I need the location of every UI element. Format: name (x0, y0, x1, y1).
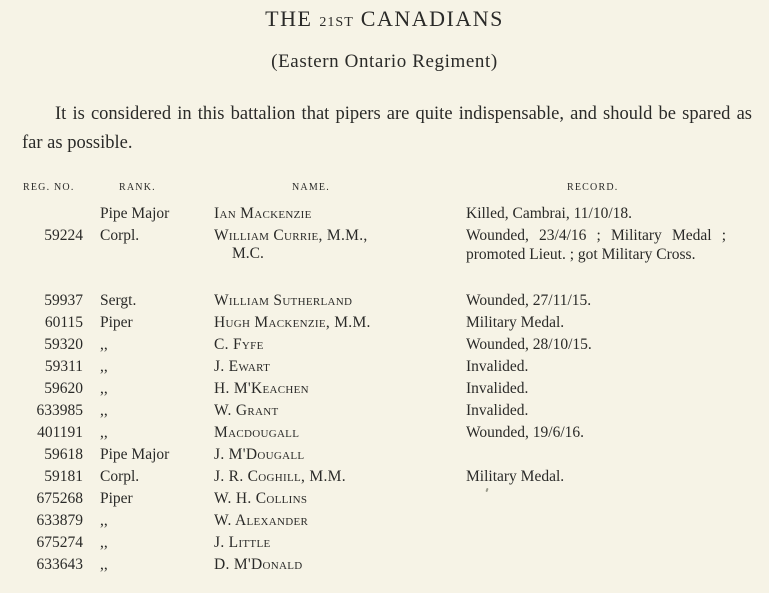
rank: Pipe Major (100, 446, 170, 463)
rank: Corpl. (100, 468, 140, 485)
reg-no: 59618 (44, 446, 83, 463)
rank: ,, (100, 534, 108, 551)
table-row (0, 379, 769, 401)
record: Wounded, 28/10/15. (466, 336, 592, 353)
table-row (0, 445, 769, 467)
rank: Corpl. (100, 227, 140, 244)
rank: ,, (100, 556, 108, 573)
rank: ,, (100, 424, 108, 441)
record: Invalided. (466, 358, 529, 375)
rank: Piper (100, 490, 133, 507)
rank: ,, (100, 512, 108, 529)
name: Macdougall (214, 424, 300, 441)
table-row (0, 423, 769, 445)
name: D. M'Donald (214, 556, 303, 573)
title-prefix: THE (265, 6, 320, 31)
rank: ,, (100, 402, 108, 419)
name: J. R. Coghill, M.M. (214, 468, 346, 485)
reg-no: 633879 (36, 512, 83, 529)
name: Ian Mackenzie (214, 205, 312, 222)
name: William Currie, M.M., (214, 227, 368, 244)
reg-no: 59620 (44, 380, 83, 397)
record: Wounded, 19/6/16. (466, 424, 585, 441)
rank: ,, (100, 358, 108, 375)
table-row (0, 357, 769, 379)
name: J. Little (214, 534, 271, 551)
name-continuation: M.C. (232, 245, 264, 262)
reg-no: 59181 (44, 468, 83, 485)
header-reg-no: REG. NO. (23, 182, 75, 193)
name: J. M'Dougall (214, 446, 305, 463)
reg-no: 59311 (44, 358, 83, 375)
rank: Piper (100, 314, 133, 331)
page-subtitle: (Eastern Ontario Regiment) (271, 51, 498, 72)
reg-no: 633643 (36, 556, 83, 573)
table-row (0, 313, 769, 335)
table-row (0, 401, 769, 423)
reg-no: 60115 (44, 314, 83, 331)
reg-no: 59320 (44, 336, 83, 353)
table-row (0, 335, 769, 357)
rank: Pipe Major (100, 205, 170, 222)
record: Invalided. (466, 380, 529, 397)
rank: Sergt. (100, 292, 137, 309)
record: Wounded, 27/11/15. (466, 292, 592, 309)
name: W. Grant (214, 402, 279, 419)
header-rank: RANK. (119, 182, 156, 193)
record: Wounded, 23/4/16 ; Military Medal ; promoted Lieut. ; got Military Cross. (466, 227, 726, 263)
table-row (0, 291, 769, 313)
name: W. H. Collins (214, 490, 308, 507)
record: Invalided. (466, 402, 529, 419)
title-suffix: CANADIANS (353, 6, 504, 31)
reg-no: 633985 (36, 402, 83, 419)
name: J. Ewart (214, 358, 271, 375)
rank: ,, (100, 336, 108, 353)
page-title (0, 6, 769, 32)
reg-no: 59937 (44, 292, 83, 309)
name: William Sutherland (214, 292, 353, 309)
table-row (0, 467, 769, 489)
header-name: NAME. (292, 182, 330, 193)
rank: ,, (100, 380, 108, 397)
reg-no: 59224 (44, 227, 83, 244)
header-record: RECORD. (567, 182, 619, 193)
table-row (0, 555, 769, 577)
reg-no: 401191 (37, 424, 83, 441)
record: Military Medal. (466, 468, 565, 485)
title-ordinal: 21ST (319, 15, 354, 30)
table-row (0, 511, 769, 533)
reg-no: 675268 (36, 490, 83, 507)
table-row (0, 204, 769, 226)
name: H. M'Keachen (214, 380, 309, 397)
name: Hugh Mackenzie, M.M. (214, 314, 371, 331)
reg-no: 675274 (36, 534, 83, 551)
record: Military Medal. (466, 314, 565, 331)
table-row (0, 489, 769, 511)
record: Killed, Cambrai, 11/10/18. (466, 205, 633, 222)
intro-paragraph: It is considered in this battalion that pipers are quite indispensable, and should be spared as far as possible. (22, 104, 752, 153)
name: C. Fyfe (214, 336, 264, 353)
name: W. Alexander (214, 512, 309, 529)
table-row (0, 226, 769, 263)
table-row (0, 533, 769, 555)
